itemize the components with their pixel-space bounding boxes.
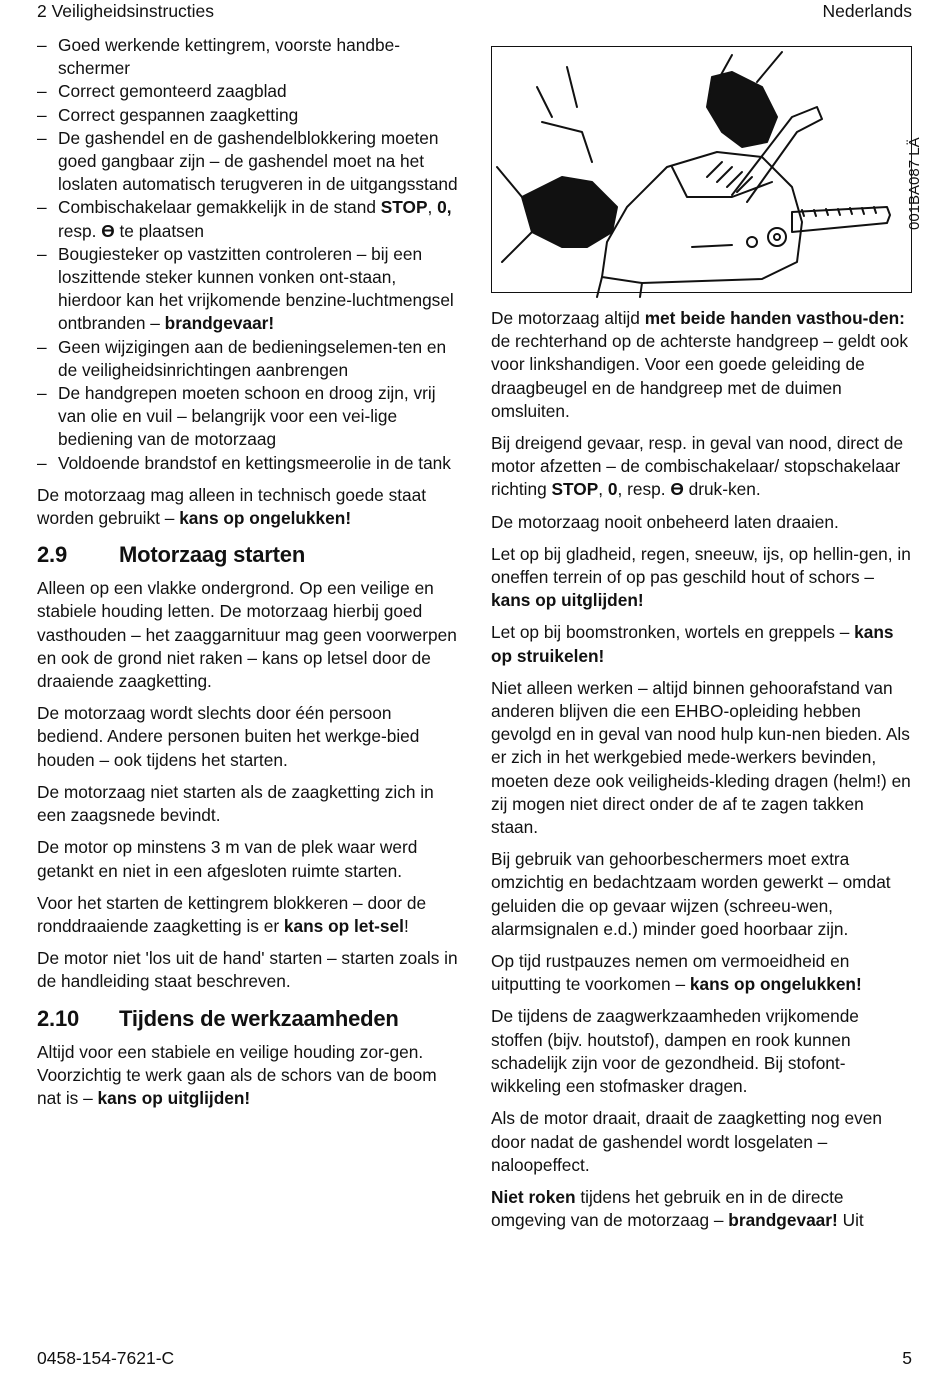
paragraph: De motor niet 'los uit de hand' starten – starten zoals in de handleiding staat beschreven. — [37, 948, 458, 992]
paragraph: Let op bij boomstronken, wortels en greppels – kans op struikelen! — [491, 622, 894, 666]
chainsaw-hands-drawing — [492, 47, 913, 294]
paragraph: Niet roken tijdens het gebruik en in de directe omgeving van de motorzaag – brandgevaar! Uit — [491, 1186, 864, 1231]
paragraph: De motor op minstens 3 m van de plek waar werd getankt en niet in een afgesloten ruimte starten. — [37, 837, 418, 881]
checklist — [37, 34, 461, 475]
paragraph: Niet alleen werken – altijd binnen gehoorafstand van anderen blijven die een EHBO-opleiding hebben gevolgd en in geval van nood hulp kun-nen bieden. Als er zich in het werkgebied mede-werkers bevinden, moeten deze ook veiligheids-kleding dragen (helm!) en zij mogen niet direct onder de af te zagen takken staan. — [491, 677, 911, 838]
paragraph: De motorzaag altijd met beide handen vasthou-den: de rechterhand op de achterste handgreep – geldt ook voor linkshandigen. Voor een goede geleiding de draagbeugel en de handgreep met de duimen omsluiten. — [491, 308, 908, 421]
list-item: – Correct gespannen zaagketting — [37, 104, 461, 127]
footer-doc-code: 0458-154-7621-C — [37, 1348, 175, 1368]
paragraph-technical-state: De motorzaag mag alleen in technisch goede staat worden gebruikt – kans op ongelukken! — [37, 484, 427, 529]
left-column — [37, 34, 461, 1119]
list-item: – Correct gemonteerd zaagblad — [37, 80, 461, 103]
paragraph: Op tijd rustpauzes nemen om vermoeidheid en uitputting te voorkomen – kans op ongelukken! — [491, 951, 862, 995]
section-heading-2-9: 2.9 Motorzaag starten — [37, 542, 306, 568]
paragraph: De motorzaag niet starten als de zaagketting zich in een zaagsnede bevindt. — [37, 781, 434, 826]
list-item: – Bougiesteker op vastzitten controleren – bij een loszittende steker kunnen vonken ont-staan, hierdoor kan het vrijkomende benzine-luchtmengsel ontbranden – brandgevaar! — [37, 243, 461, 336]
section-heading-2-10: 2.10 Tijdens de werkzaamheden — [37, 1005, 399, 1031]
list-item: – Voldoende brandstof en kettingsmeerolie in de tank — [37, 452, 461, 475]
stop-symbol-icon: Ɵ — [101, 220, 115, 241]
paragraph: Voor het starten de kettingrem blokkeren – door de ronddraaiende zaagketting is er kans op let-sel! — [37, 892, 427, 936]
paragraph: De tijdens de zaagwerkzaamheden vrijkomende stoffen (bijv. houtstof), dampen en rook kunnen schadelijk zijn voor de gezondheid. Bij stofont-wikkeling een stofmasker dragen. — [491, 1006, 859, 1097]
list-item: – Goed werkende kettingrem, voorste handbe-schermer — [37, 34, 461, 80]
paragraph: Bij gebruik van gehoorbeschermers moet extra omzichtig en bedachtzaam worden gewerkt – omdat geluiden die op gevaar wijzen (schreeu-wen, alarmsignalen e.d.) minder goed hoorbaar zijn. — [491, 849, 891, 939]
chainsaw-grip-illustration — [491, 46, 923, 293]
running-header-language: Nederlands — [822, 1, 912, 21]
paragraph: De motorzaag wordt slechts door één persoon bediend. Andere personen buiten het werkge-bied houden – ook tijdens het starten. — [37, 703, 420, 770]
list-item: – Combischakelaar gemakkelijk in de stand STOP, 0, resp. Ɵ te plaatsen — [37, 196, 461, 242]
paragraph: Altijd voor een stabiele en veilige houding zor-gen. Voorzichtig te werk gaan als de schors van de boom nat is – kans op uitglijden! — [37, 1041, 437, 1108]
paragraph: Bij dreigend gevaar, resp. in geval van nood, direct de motor afzetten – de combischakelaar/ stopschakelaar richting STOP, 0, resp. Ɵ druk-ken. — [491, 433, 904, 500]
paragraph: Alleen op een vlakke ondergrond. Op een veilige en stabiele houding letten. De motorzaag hierbij goed vasthouden – het zaaggarnituur mag geen voorwerpen en ook de grond niet raken – kans op letsel door de draaiende zaagketting. — [37, 578, 457, 692]
list-item: – De handgrepen moeten schoon en droog zijn, vrij van olie en vuil – belangrijk voor een vei-lige bediening van de motorzaag — [37, 382, 461, 452]
paragraph: De motorzaag nooit onbeheerd laten draaien. — [491, 511, 839, 532]
paragraph: Als de motor draait, draait de zaagketting nog even door nadat de gashendel wordt losgelaten – naloopeffect. — [491, 1108, 882, 1175]
paragraph: Let op bij gladheid, regen, sneeuw, ijs, op hellin-gen, in oneffen terrein of op pas geschild hout of schors – kans op uitglijden! — [491, 543, 911, 611]
running-header-section: 2 Veiligheidsinstructies — [37, 1, 215, 21]
right-column — [491, 307, 912, 1241]
figure-code: 001BA087 LÄ — [906, 137, 923, 230]
stop-symbol-icon: Ɵ — [670, 479, 684, 500]
list-item: – Geen wijzigingen aan de bedieningselemen-ten en de veiligheidsinrichtingen aanbrengen — [37, 336, 461, 382]
page-number: 5 — [902, 1348, 912, 1368]
list-item: – De gashendel en de gashendelblokkering moeten goed gangbaar zijn – de gashendel moet na het loslaten automatisch terugveren in de uitgangsstand — [37, 127, 461, 197]
